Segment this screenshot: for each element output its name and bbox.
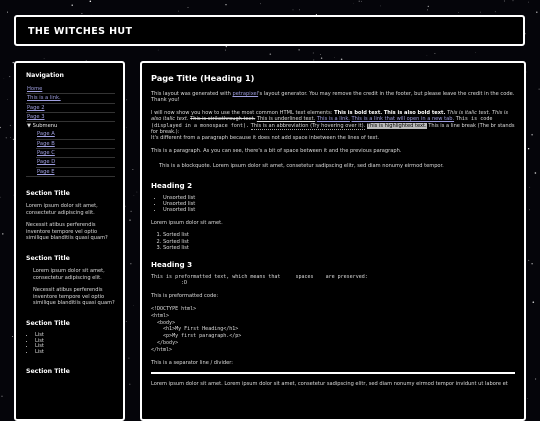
demo-link-new-tab[interactable]: This is a link that will open in a new tab.: [351, 116, 455, 123]
demo-link[interactable]: This is a link.: [316, 116, 350, 123]
section-list: [26, 333, 115, 355]
list-item: 2. Sorted list: [163, 239, 515, 245]
submenu-list: [27, 130, 115, 175]
submenu-item-page-a[interactable]: [36, 130, 115, 139]
list-item: • Unsorted list: [163, 195, 515, 201]
list-item: • List: [35, 333, 115, 339]
page-title: Page Title (Heading 1): [151, 73, 255, 83]
nav-list: [26, 85, 115, 177]
section-text: Lorem ipsum dolor sit amet, consectetur adipiscing elit.: [26, 202, 98, 216]
sidebar-section-3: [26, 320, 115, 355]
paragraph: Lorem ipsum dolor sit amet.: [151, 219, 223, 226]
intro-text: 's layout generator. You may remove the credit in the footer, but please leave the credit in the code. Thank you!: [151, 91, 515, 104]
unsorted-list: [151, 195, 515, 214]
heading-2: Heading 2: [151, 180, 193, 190]
italic-text: This is italic text.: [447, 109, 491, 116]
nav-link[interactable]: Home: [27, 86, 43, 92]
sidebar: [14, 61, 125, 421]
list-item: • List: [35, 350, 115, 356]
submenu-label[interactable]: Submenu: [32, 123, 58, 130]
code-block: <!DOCTYPE html> <html> <body> <h1>My First Heading</h1> <p>My first paragraph.</p> </body> </html>: [151, 305, 242, 354]
section-title: Section Title: [26, 319, 70, 327]
section-quote: Lorem ipsum dolor sit amet, consectetur adipiscing elit.: [33, 267, 105, 281]
nav-link[interactable]: Page 3: [27, 113, 45, 120]
italic-text: This is also italic text.: [151, 109, 509, 123]
nav-item-link[interactable]: [26, 94, 115, 103]
sidebar-section-1: [26, 190, 115, 242]
credit-link[interactable]: petrapixel: [232, 91, 259, 97]
nav-link[interactable]: This is a link.: [27, 95, 61, 102]
preformatted-text: This is preformatted text, which means that spaces are preserved: :D: [151, 273, 368, 287]
submenu-link[interactable]: Page B: [37, 140, 55, 147]
abbreviation-text[interactable]: This is an abbreviation (Try hovering over it).: [250, 122, 366, 129]
sorted-list: [151, 232, 515, 251]
linebreak-text: It's different from a paragraph because it does not add space inbetween the lines of text.: [151, 135, 380, 142]
submenu-item-page-b[interactable]: [36, 140, 115, 149]
nav-title: Navigation: [26, 72, 64, 79]
section-title: Section Title: [26, 254, 70, 262]
intro-paragraph: [151, 91, 515, 104]
site-title: THE WITCHES HUT: [28, 26, 133, 37]
submenu-link[interactable]: Page D: [37, 159, 56, 166]
sidebar-section-4: [26, 368, 115, 375]
nav-item-home[interactable]: [26, 85, 115, 94]
separator-line: [151, 372, 515, 374]
paragraph: This is a separator line / divider:: [151, 360, 233, 367]
section-title: Section Title: [26, 368, 70, 376]
bold-text: This is also bold text.: [383, 109, 446, 116]
sidebar-section-2: [26, 255, 115, 307]
submenu-link[interactable]: Page C: [37, 150, 55, 157]
list-item: 1. Sorted list: [163, 232, 515, 238]
caret-down-icon[interactable]: ▼: [27, 123, 31, 130]
demo-lead: I will now show you how to use the most common HTML text elements:: [151, 109, 333, 116]
bold-text: This is bold text.: [334, 109, 383, 116]
section-quote: Necessit atibus perferendis inventore tempore vel optio similique blanditiis quasi quam?: [33, 287, 115, 307]
strikethrough-text: This is strikethrough text.: [190, 116, 256, 123]
code-text: This is code: [455, 116, 493, 123]
list-item: 3. Sorted list: [163, 245, 515, 251]
text-elements-demo: [151, 110, 515, 142]
paragraph: This is preformatted code:: [151, 293, 219, 300]
list-item: • List: [35, 339, 115, 345]
intro-text: This layout was generated with: [151, 91, 231, 97]
submenu-item-page-e[interactable]: [36, 168, 115, 176]
submenu-item-page-c[interactable]: [36, 149, 115, 158]
list-item: • Unsorted list: [163, 201, 515, 207]
site-header: [14, 15, 525, 46]
nav-item-page-3[interactable]: [26, 113, 115, 122]
submenu-item-page-d[interactable]: [36, 158, 115, 167]
nav-item-page-2[interactable]: [26, 104, 115, 113]
linebreak-text: This is a line break (The br stands for break.):: [151, 122, 515, 136]
main-content: [140, 61, 526, 421]
submenu-link[interactable]: Page A: [37, 131, 55, 138]
heading-3: Heading 3: [151, 259, 193, 269]
nav-item-submenu[interactable]: [26, 122, 115, 177]
list-item: • Unsorted list: [163, 207, 515, 213]
section-text: Necessit atibus perferendis inventore tempore vel optio similique blanditiis quasi quam?: [26, 222, 108, 242]
blockquote: This is a blockquote. Lorem ipsum dolor sit amet, consetetur sadipscing elitr, sed diam nonumy eirmod tempor.: [159, 163, 444, 170]
underlined-text: This is underlined text.: [256, 116, 316, 123]
section-title: Section Title: [26, 189, 70, 197]
submenu-link[interactable]: Page E: [37, 168, 55, 175]
paragraph: Lorem ipsum dolor sit amet. Lorem ipsum dolor sit amet, consetetur sadipscing elitr, sed diam nonumy eirmod tempor invidunt ut labore et: [151, 381, 508, 388]
list-item: • List: [35, 344, 115, 350]
code-note: (displayed in a monospace font).: [151, 122, 250, 129]
paragraph: This is a paragraph. As you can see, there's a bit of space between it and the previous paragraph.: [151, 147, 402, 154]
highlighted-text: This is highlighted text.: [366, 122, 427, 129]
nav-link[interactable]: Page 2: [27, 104, 45, 111]
